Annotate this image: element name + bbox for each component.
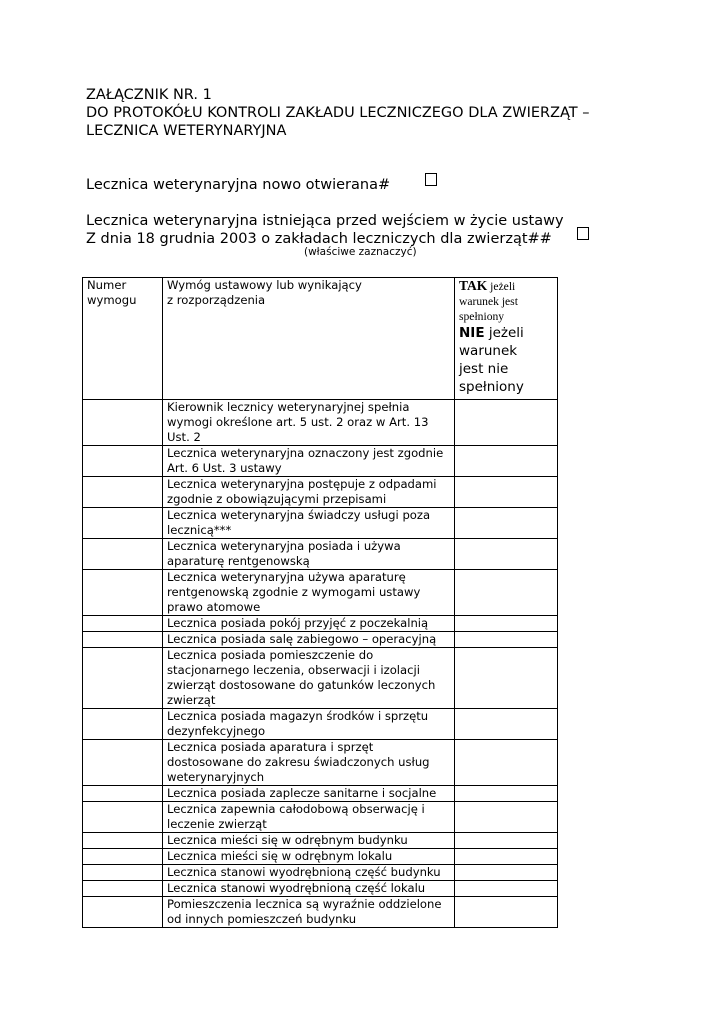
table-row (83, 539, 558, 570)
row-number-cell[interactable] (83, 802, 163, 833)
heading-line-3: LECZNICA WETERYNARYJNA (86, 123, 287, 139)
row-number-cell[interactable] (83, 740, 163, 786)
header-tak-rest: jeżeli (490, 280, 516, 293)
heading-line-2: DO PROTOKÓŁU KONTROLI ZAKŁADU LECZNICZEGO DLA ZWIERZĄT – (86, 105, 590, 121)
row-requirement: Lecznica stanowi wyodrębnioną część budynku (163, 865, 455, 881)
row-number-cell[interactable] (83, 865, 163, 881)
header-tak-line-2: warunek jest (459, 295, 518, 308)
row-answer-cell[interactable] (455, 802, 558, 833)
new-clinic-checkbox[interactable] (425, 173, 437, 186)
table-row (83, 881, 558, 897)
row-number-cell[interactable] (83, 648, 163, 709)
header-nie-bold: NIE (459, 325, 485, 341)
table-row (83, 616, 558, 632)
header-number-line-1: Numer (87, 278, 127, 292)
row-number-cell[interactable] (83, 477, 163, 508)
row-answer-cell[interactable] (455, 709, 558, 740)
option-existing-clinic-line-1: Lecznica weterynaryjna istniejąca przed wejściem w życie ustawy (86, 213, 564, 229)
table-row (83, 786, 558, 802)
row-answer-cell[interactable] (455, 897, 558, 928)
selection-note: (właściwe zaznaczyć) (304, 246, 417, 258)
row-answer-cell[interactable] (455, 786, 558, 802)
row-requirement: Lecznica weterynaryjna świadczy usługi poza lecznicą*** (163, 508, 455, 539)
existing-clinic-checkbox[interactable] (577, 227, 589, 240)
header-answer (455, 278, 558, 400)
row-requirement: Kierownik lecznicy weterynaryjnej spełnia wymogi określone art. 5 ust. 2 oraz w Art. 13 Ust. 2 (163, 400, 455, 446)
row-number-cell[interactable] (83, 897, 163, 928)
table-row (83, 477, 558, 508)
header-nie-line-2: warunek (459, 343, 518, 359)
table-row (83, 632, 558, 648)
table-header-row (83, 278, 558, 400)
table-row (83, 802, 558, 833)
heading-line-1: ZAŁĄCZNIK NR. 1 (86, 87, 212, 103)
row-requirement: Lecznica posiada aparatura i sprzęt dostosowane do zakresu świadczonych usług weterynaryjnych (163, 740, 455, 786)
row-requirement: Lecznica posiada pomieszczenie do stacjonarnego leczenia, obserwacji i izolacji zwierząt dostosowane do gatunków leczonych zwierząt (163, 648, 455, 709)
header-requirement (163, 278, 455, 400)
row-number-cell[interactable] (83, 570, 163, 616)
row-requirement: Lecznica weterynaryjna używa aparaturę rentgenowską zgodnie z wymogami ustawy prawo atomowe (163, 570, 455, 616)
header-nie-line (459, 324, 553, 342)
table-row (83, 849, 558, 865)
table-row (83, 709, 558, 740)
row-requirement: Lecznica posiada pokój przyjęć z poczekalnią (163, 616, 455, 632)
row-requirement: Lecznica posiada magazyn środków i sprzętu dezynfekcyjnego (163, 709, 455, 740)
row-requirement: Lecznica posiada zaplecze sanitarne i socjalne (163, 786, 455, 802)
row-number-cell[interactable] (83, 616, 163, 632)
table-row (83, 740, 558, 786)
header-tak-bold: TAK (459, 278, 488, 293)
row-requirement: Pomieszczenia lecznica są wyraźnie oddzielone od innych pomieszczeń budynku (163, 897, 455, 928)
requirements-table (82, 277, 558, 928)
row-answer-cell[interactable] (455, 740, 558, 786)
row-answer-cell[interactable] (455, 881, 558, 897)
table-row (83, 446, 558, 477)
row-number-cell[interactable] (83, 632, 163, 648)
table-row (83, 570, 558, 616)
row-answer-cell[interactable] (455, 539, 558, 570)
header-nie-rest: jeżeli (488, 325, 524, 341)
row-number-cell[interactable] (83, 400, 163, 446)
header-tak-line-3: spełniony (459, 310, 505, 323)
table-row (83, 648, 558, 709)
row-answer-cell[interactable] (455, 508, 558, 539)
row-answer-cell[interactable] (455, 833, 558, 849)
row-requirement: Lecznica stanowi wyodrębnioną część lokalu (163, 881, 455, 897)
row-answer-cell[interactable] (455, 446, 558, 477)
table-row (83, 865, 558, 881)
row-requirement: Lecznica weterynaryjna oznaczony jest zgodnie Art. 6 Ust. 3 ustawy (163, 446, 455, 477)
row-number-cell[interactable] (83, 786, 163, 802)
row-requirement: Lecznica zapewnia całodobową obserwację i leczenie zwierząt (163, 802, 455, 833)
row-number-cell[interactable] (83, 539, 163, 570)
row-number-cell[interactable] (83, 508, 163, 539)
document-heading (86, 86, 590, 140)
table-row (83, 897, 558, 928)
row-answer-cell[interactable] (455, 616, 558, 632)
header-requirement-line-1: Wymóg ustawowy lub wynikający (167, 278, 362, 292)
row-answer-cell[interactable] (455, 648, 558, 709)
header-number-line-2: wymogu (87, 293, 137, 307)
row-answer-cell[interactable] (455, 477, 558, 508)
row-requirement: Lecznica posiada salę zabiegowo – operacyjną (163, 632, 455, 648)
row-number-cell[interactable] (83, 881, 163, 897)
option-existing-clinic-line-2: Z dnia 18 grudnia 2003 o zakładach leczniczych dla zwierząt## (86, 231, 552, 247)
row-answer-cell[interactable] (455, 849, 558, 865)
row-requirement: Lecznica mieści się w odrębnym budynku (163, 833, 455, 849)
row-requirement: Lecznica weterynaryjna posiada i używa aparaturę rentgenowską (163, 539, 455, 570)
row-answer-cell[interactable] (455, 570, 558, 616)
header-requirement-line-2: z rozporządzenia (167, 293, 266, 307)
table-row (83, 400, 558, 446)
table-row (83, 508, 558, 539)
header-nie-line-4: spełniony (459, 379, 524, 395)
header-tak-line (459, 278, 553, 294)
row-number-cell[interactable] (83, 833, 163, 849)
row-number-cell[interactable] (83, 849, 163, 865)
row-number-cell[interactable] (83, 446, 163, 477)
option-new-clinic-label: Lecznica weterynaryjna nowo otwierana# (86, 177, 391, 193)
row-requirement: Lecznica weterynaryjna postępuje z odpadami zgodnie z obowiązującymi przepisami (163, 477, 455, 508)
row-number-cell[interactable] (83, 709, 163, 740)
row-answer-cell[interactable] (455, 400, 558, 446)
table-row (83, 833, 558, 849)
header-nie-line-3: jest nie (459, 361, 509, 377)
header-requirement-number (83, 278, 163, 400)
row-requirement: Lecznica mieści się w odrębnym lokalu (163, 849, 455, 865)
row-answer-cell[interactable] (455, 632, 558, 648)
row-answer-cell[interactable] (455, 865, 558, 881)
